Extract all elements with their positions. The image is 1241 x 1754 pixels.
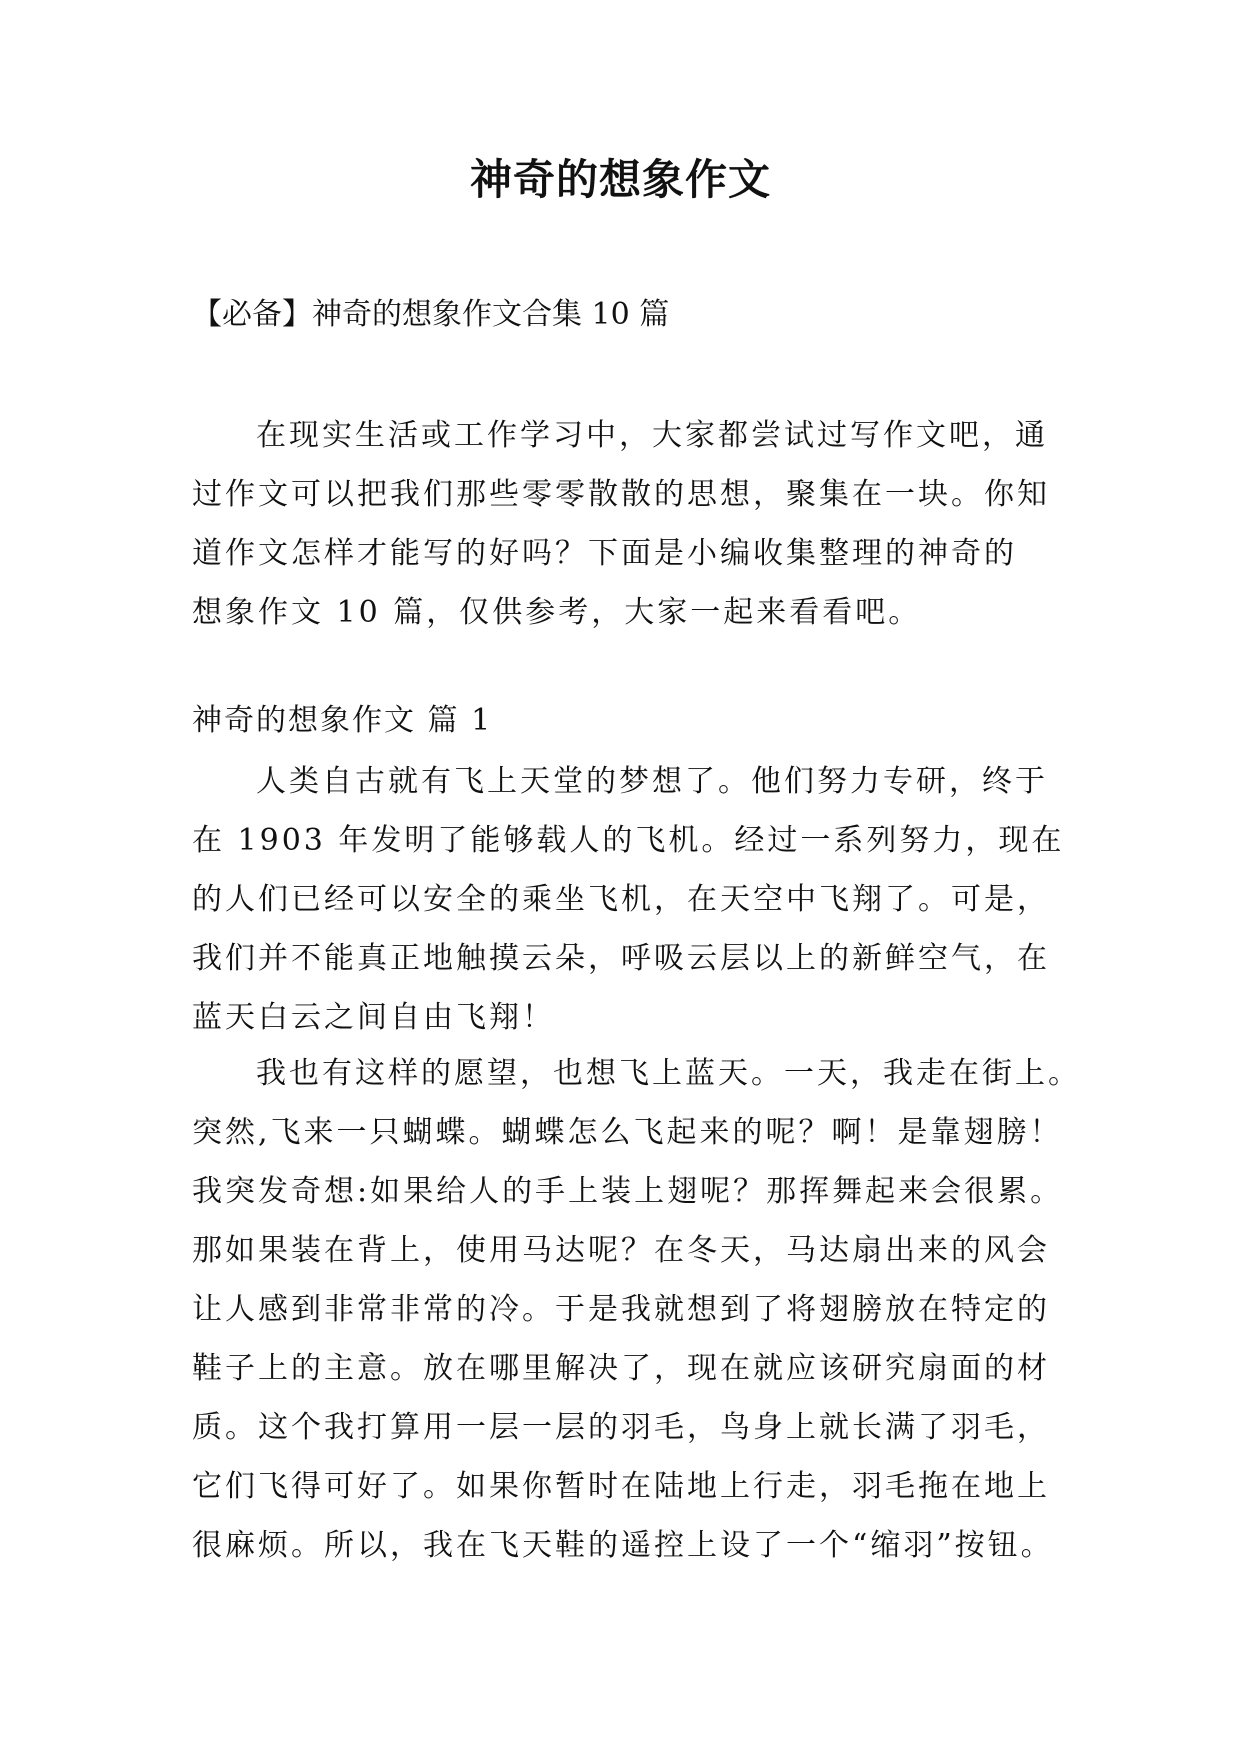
paragraph-line: 我也有这样的愿望，也想飞上蓝天。一天，我走在街上。 [256, 1056, 1081, 1091]
intro-line: 在现实生活或工作学习中，大家都尝试过写作文吧，通 [256, 418, 1048, 453]
paragraph-line: 人类自古就有飞上天堂的梦想了。他们努力专研，终于 [256, 764, 1048, 799]
paragraph-line: 突然,飞来一只蝴蝶。蝴蝶怎么飞起来的呢？啊！是靠翅膀！ [192, 1115, 1063, 1150]
document-subtitle: 【必备】神奇的想象作文合集 10 篇 [192, 297, 670, 332]
paragraph-line: 我突发奇想:如果给人的手上装上翅呢？那挥舞起来会很累。 [192, 1174, 1064, 1209]
intro-line: 想象作文 10 篇，仅供参考，大家一起来看看吧。 [192, 595, 922, 630]
intro-paragraph [192, 406, 1057, 642]
intro-line: 道作文怎样才能写的好吗？下面是小编收集整理的神奇的 [192, 536, 1017, 571]
paragraph-line: 它们飞得可好了。如果你暂时在陆地上行走，羽毛拖在地上 [192, 1469, 1050, 1504]
intro-line: 过作文可以把我们那些零零散散的思想，聚集在一块。你知 [192, 477, 1050, 512]
paragraph-2 [192, 1044, 1081, 1575]
paragraph-line: 那如果装在背上，使用马达呢？在冬天，马达扇出来的风会 [192, 1233, 1050, 1268]
paragraph-line: 质。这个我打算用一层一层的羽毛，鸟身上就长满了羽毛， [192, 1410, 1050, 1445]
paragraph-line: 的人们已经可以安全的乘坐飞机，在天空中飞翔了。可是， [192, 882, 1050, 917]
paragraph-line: 在 1903 年发明了能够载人的飞机。经过一系列努力，现在 [192, 823, 1065, 858]
paragraph-1 [192, 752, 1065, 1047]
paragraph-line: 很麻烦。所以，我在飞天鞋的遥控上设了一个“缩羽”按钮。 [192, 1528, 1054, 1563]
section-heading: 神奇的想象作文 篇 1 [192, 703, 493, 738]
paragraph-line: 让人感到非常非常的冷。于是我就想到了将翅膀放在特定的 [192, 1292, 1050, 1327]
paragraph-line: 鞋子上的主意。放在哪里解决了，现在就应该研究扇面的材 [192, 1351, 1050, 1386]
paragraph-line: 我们并不能真正地触摸云朵，呼吸云层以上的新鲜空气，在 [192, 941, 1050, 976]
paragraph-line: 蓝天白云之间自由飞翔！ [192, 1000, 555, 1035]
document-title: 神奇的想象作文 [469, 155, 771, 204]
